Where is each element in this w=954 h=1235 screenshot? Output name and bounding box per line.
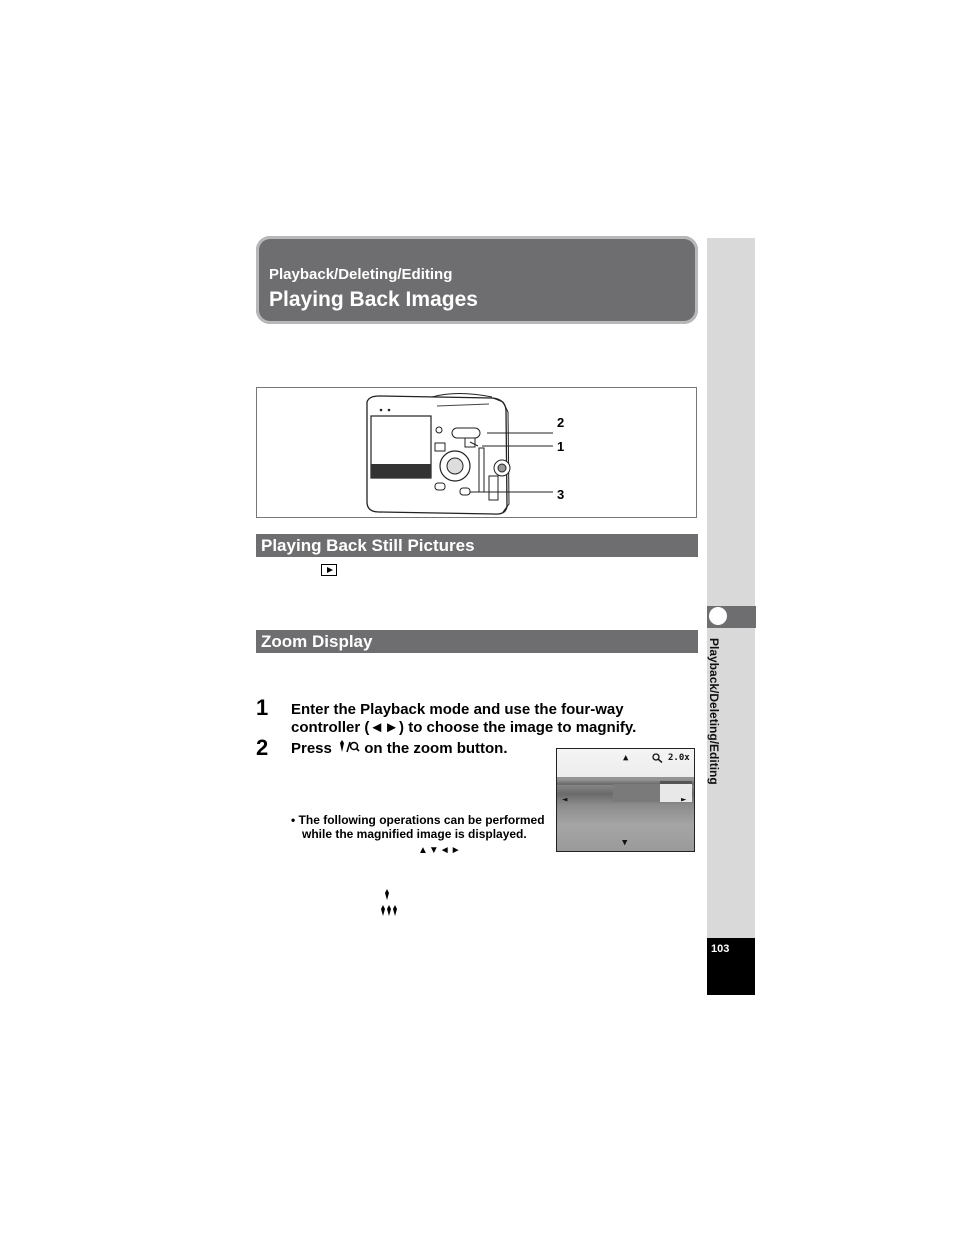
chapter-header xyxy=(256,236,698,324)
side-tab-label: Playback/Deleting/Editing xyxy=(707,638,721,785)
arrow-left-icon: ◄ xyxy=(562,795,568,805)
bullet-note: • The following operations can be performed while the magnified image is displayed. xyxy=(291,813,545,841)
magnify-icon xyxy=(652,753,663,763)
magnified-image-screen xyxy=(556,748,695,852)
arrow-up-icon: ▲ xyxy=(623,753,629,763)
step-text: Enter the Playback mode and use the four-way controller (◄►) to choose the image to magnify. xyxy=(291,701,637,736)
four-way-arrows: ▲▼◄► xyxy=(418,845,462,856)
page-number: 103 xyxy=(711,943,730,955)
zoom-tele-magnify-icon xyxy=(336,740,360,754)
tele-icon xyxy=(383,889,391,901)
callout-label: 2 xyxy=(557,415,565,430)
section-heading-still: Playing Back Still Pictures xyxy=(256,534,698,557)
section-heading-zoom: Zoom Display xyxy=(256,630,698,653)
camera-illustration-box xyxy=(256,387,697,518)
step-number: 1 xyxy=(256,695,269,720)
callout-label: 1 xyxy=(557,439,565,454)
camera-icon xyxy=(257,388,698,519)
chapter-circle-icon xyxy=(709,607,727,625)
zoom-level: 2.0x xyxy=(668,753,690,763)
chapter-subtitle: Playback/Deleting/Editing xyxy=(269,266,453,283)
playback-icon xyxy=(321,564,337,576)
wide-icon xyxy=(380,905,398,917)
arrow-down-icon: ▼ xyxy=(622,838,628,848)
step-text: Press on the zoom button. xyxy=(291,740,508,757)
page-title: Playing Back Images xyxy=(269,288,478,311)
page-number-box xyxy=(707,938,755,995)
callout-label: 3 xyxy=(557,487,565,502)
step-number: 2 xyxy=(256,735,269,760)
arrow-right-icon: ► xyxy=(681,795,687,805)
